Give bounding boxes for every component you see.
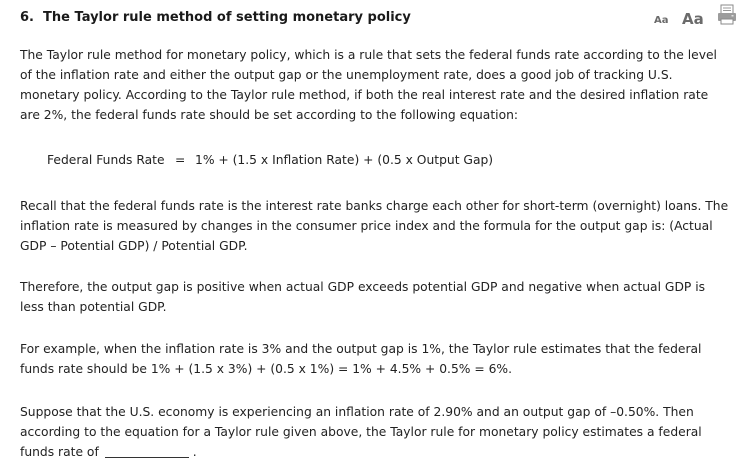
answer-blank-input[interactable] [105,443,189,458]
recall-paragraph: Recall that the federal funds rate is the interest rate banks charge each other for short-term (overnight) loans. The inflation rate is measured by changes in the consumer price index and the formula for the output gap is: (Actual GDP – Potential GDP) / Potential GDP. [20,199,729,253]
example-paragraph: For example, when the inflation rate is 3% and the output gap is 1%, the Taylor rule estimates that the federal funds rate should be 1% + (1.5 x 3%) + (0.5 x 1%) = 1% + 4.5% + 0.5% = 6%. [20,342,702,376]
intro-paragraph: The Taylor rule method for monetary policy, which is a rule that sets the federal funds rate according to the level of the inflation rate and either the output gap or the unemployment rate, does a good job of tracking U.S. monetary policy. According to the Taylor rule method, if both the real interest rate and the desired inflation rate are 2%, the federal funds rate should be set according to the following equation: [20,48,717,122]
taylor-rule-equation [47,150,743,170]
equation-equals: = [175,153,186,167]
therefore-paragraph: Therefore, the output gap is positive when actual GDP exceeds potential GDP and negative when actual GDP is less than potential GDP. [20,280,706,314]
decrease-font-button[interactable]: Aa [654,15,669,26]
question-title-text: The Taylor rule method of setting monetary policy [43,10,411,25]
question-number: 6. [20,10,34,25]
print-icon[interactable] [717,4,737,26]
question-end-period: . [192,445,197,459]
question-text: Suppose that the U.S. economy is experiencing an inflation rate of 2.90% and an output gap of –0.50%. Then according to the equation for a Taylor rule given above, the Taylor rule for monetary policy estimates a federal funds rate of [20,405,702,459]
question-header [0,0,743,38]
equation-label: Federal Funds Rate [47,153,165,167]
question-title [20,10,411,25]
question-paragraph [20,402,732,462]
increase-font-button[interactable]: Aa [682,10,704,28]
equation-expression: 1% + (1.5 x Inflation Rate) + (0.5 x Output Gap) [195,153,494,167]
